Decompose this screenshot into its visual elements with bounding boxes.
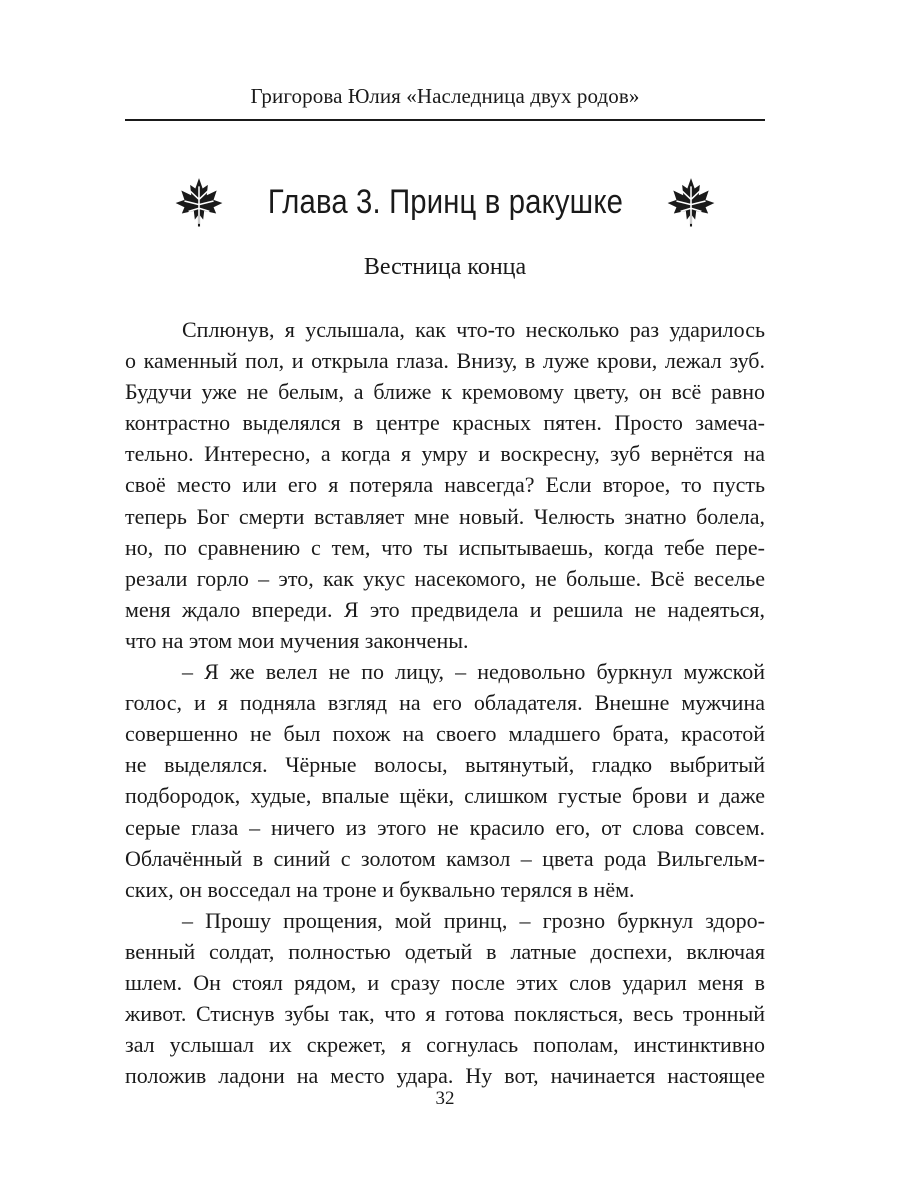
text-line: венный солдат, полностью одетый в латные доспехи, включая: [125, 938, 765, 964]
text-line: контрастно выделялся в центре красных пятен. Просто замеча-: [125, 410, 765, 436]
maple-leaf-icon: [665, 176, 717, 228]
text-line: – Я же велел не по лицу, – недовольно буркнул мужской: [182, 659, 765, 685]
text-line: но, по сравнению с тем, что ты испытываешь, когда тебе пере-: [125, 534, 765, 560]
page-number: 32: [435, 1088, 455, 1109]
text-line: зал услышал их скрежет, я согнулась пополам, инстинктивно: [125, 1032, 765, 1058]
text-line: своё место или его я потеряла навсегда? Если второе, то пусть: [125, 472, 765, 498]
body-text: [125, 314, 765, 1091]
text-line: меня ждало впереди. Я это предвидела и решила не надеяться,: [125, 596, 765, 622]
text-line: не выделялся. Чёрные волосы, вытянутый, гладко выбритый: [125, 752, 765, 778]
text-line: живот. Стиснув зубы так, что я готова поклясться, весь тронный: [125, 1001, 765, 1027]
text-line: ских, он восседал на троне и буквально терялся в нём.: [125, 876, 635, 902]
maple-leaf-icon: [173, 176, 225, 228]
chapter-title: Глава 3. Принц в ракушке: [267, 182, 623, 221]
text-line: положив ладони на место удара. Ну вот, начинается настоящее: [125, 1063, 765, 1089]
text-line: – Прошу прощения, мой принц, – грозно буркнул здоро-: [182, 907, 765, 933]
text-line: подбородок, худые, впалые щёки, слишком густые брови и даже: [125, 783, 765, 809]
text-line: голос, и я подняла взгляд на его обладателя. Внешне мужчина: [125, 690, 765, 716]
chapter-heading: [125, 176, 765, 228]
text-line: теперь Бог смерти вставляет мне новый. Челюсть знатно болела,: [125, 503, 765, 529]
text-line: о каменный пол, и открыла глаза. Внизу, в луже крови, лежал зуб.: [125, 348, 765, 374]
text-line: шлем. Он стоял рядом, и сразу после этих слов ударил меня в: [125, 969, 765, 995]
text-line: резали горло – это, как укус насекомого, не больше. Всё веселье: [125, 565, 765, 591]
text-line: серые глаза – ничего из этого не красило его, от слова совсем.: [125, 814, 765, 840]
header-rule: [125, 119, 765, 121]
text-line: совершенно не был похож на своего младшего брата, красотой: [125, 721, 765, 747]
text-line: что на этом мои мучения закончены.: [125, 627, 469, 653]
text-line: Облачённый в синий с золотом камзол – цвета рода Вильгельм-: [125, 845, 765, 871]
text-line: Будучи уже не белым, а ближе к кремовому цвету, он всё равно: [125, 379, 765, 405]
running-head: Григорова Юлия «Наследница двух родов»: [250, 84, 640, 108]
text-line: Сплюнув, я услышала, как что-то несколько раз ударилось: [182, 317, 765, 342]
text-line: тельно. Интересно, а когда я умру и воскресну, зуб вернётся на: [125, 441, 765, 467]
chapter-subtitle: Вестница конца: [363, 254, 527, 280]
